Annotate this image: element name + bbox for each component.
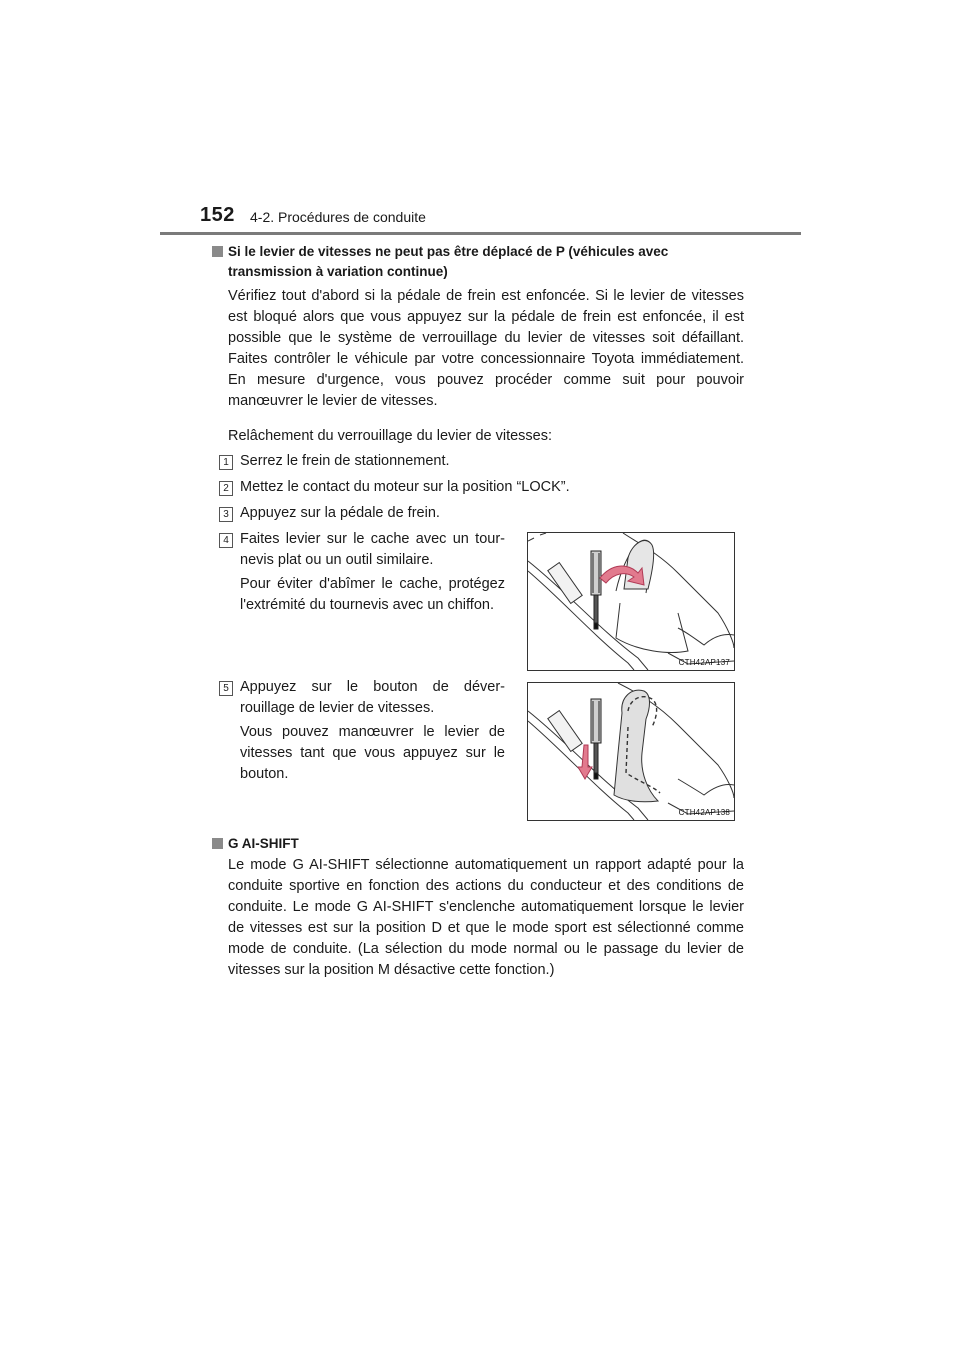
section-heading-text: G AI-SHIFT [228,836,299,851]
chapter-title: 4-2. Procédures de conduite [250,209,426,225]
page-header [0,0,960,240]
step-4-note: Pour éviter d'abîmer le cache, protégez l'extrémité du tournevis avec un chiffon. [240,576,505,613]
step-number-badge: 1 [219,455,233,470]
section-marker-icon [212,246,223,257]
step-4-text [240,529,505,571]
step-5-text [240,677,505,719]
push-direction-arrow-icon [578,745,592,779]
step-number-badge: 3 [219,507,233,522]
release-procedure-label: Relâchement du verrouillage du levier de vitesses: [228,428,553,444]
section-marker-icon [212,838,223,849]
figure-code: CTH42AP138 [678,808,730,817]
header-divider [160,232,801,235]
section-heading-shift-lock [212,242,744,282]
page-number: 152 [200,204,235,226]
figure-release-button [527,682,735,821]
step-1-text: Serrez le frein de stationnement. [240,453,450,469]
g-ai-shift-description: Le mode G AI-SHIFT sélectionne automatiquement un rapport adapté pour la conduite sportive en fonction des actions du conducteur et des conditions de conduite. Le mode G AI-SHIFT s'enclenche automatiquement lorsque le levier de vitesses est sur la position D et que le mode sport est sélectionné comme mode de conduite. (La sélection du mode normal ou le passage du levier de vitesses sur la position M désactive cette fonction.) [228,857,744,978]
step-2-text: Mettez le contact du moteur sur la position “LOCK”. [240,479,570,495]
g-ai-shift-paragraph [228,855,744,981]
step-number-badge: 2 [219,481,233,496]
section-heading-line2: transmission à variation continue) [228,264,448,279]
section-heading-g-ai-shift [212,834,744,854]
step-number-badge: 5 [219,681,233,696]
step-5-note: Vous pouvez manœuvrer le levier de vitesses tant que vous appuyez sur le bouton. [240,724,505,782]
figure-pry-cover [527,532,735,671]
shift-lock-intro: Vérifiez tout d'abord si la pédale de frein est enfoncée. Si le levier de vitesses est bloqué alors que vous appuyez sur la pédale de frein est enfoncée, il est possible que le système de verrouillage du levier de vitesses soit défaillant. Faites contrôler le véhicule par votre concessionnaire Toyota immédiatement. En mesure d'urgence, vous pouvez procéder comme suit pour pouvoir manœuvrer le levier de vitesses. [228,288,744,409]
shift-lever-cover-illustration [528,533,734,670]
step-number-badge: 4 [219,533,233,548]
step-5-line1: Appuyez sur le bouton de déver- [240,679,505,695]
shift-release-button-illustration [528,683,734,820]
shift-lock-paragraph [228,286,744,412]
section-heading-line1: Si le levier de vitesses ne peut pas être déplacé de P (véhicules avec [228,244,669,259]
step-3-text: Appuyez sur la pédale de frein. [240,505,440,521]
figure-code: CTH42AP137 [678,658,730,667]
step-4-line1: Faites levier sur le cache avec un tour- [240,531,505,547]
step-5-line2: rouillage de levier de vitesses. [240,700,435,716]
step-4-line2: nevis plat ou un outil similaire. [240,552,434,568]
release-procedure-intro [228,426,744,447]
